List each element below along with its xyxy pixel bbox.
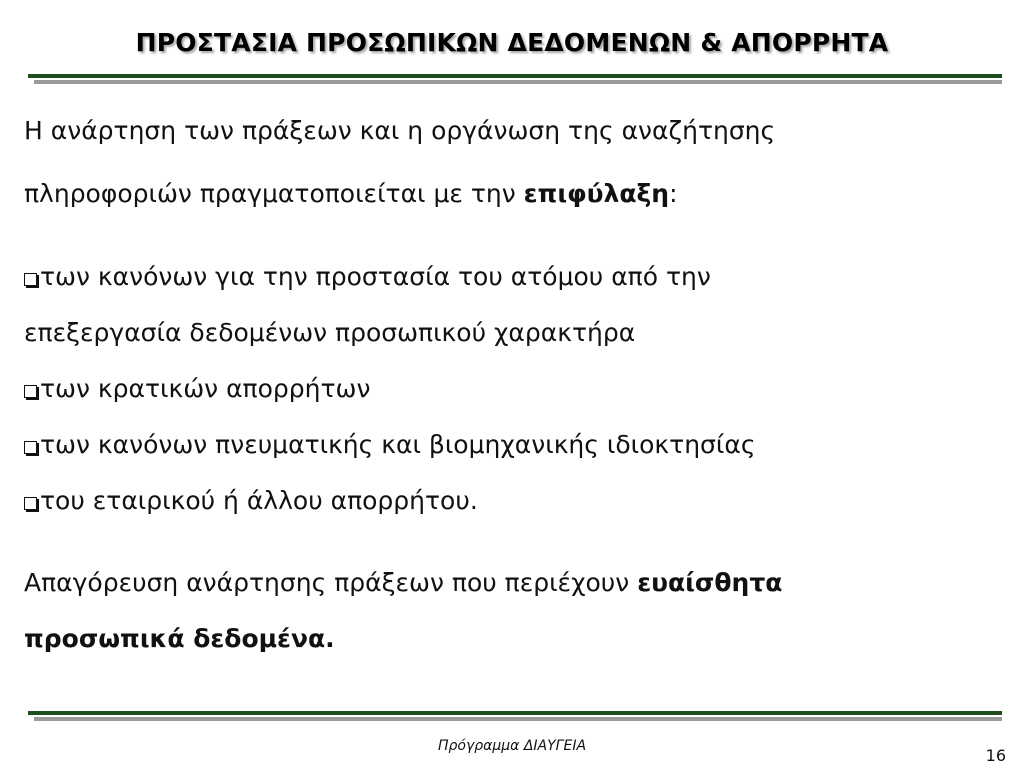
divider-gray-stripe	[34, 717, 1002, 721]
closing-line-1-text: Απαγόρευση ανάρτησης πράξεων που περιέχουν	[24, 568, 638, 597]
closing-line-1	[24, 568, 782, 598]
bullet-item-2	[24, 374, 370, 404]
title-divider	[28, 74, 1002, 84]
checkbox-bullet-icon	[24, 385, 37, 398]
intro-line-2-punct: :	[669, 179, 678, 208]
footer-divider	[28, 711, 1002, 721]
bullet-item-2-text: των κρατικών απορρήτων	[40, 374, 371, 403]
checkbox-bullet-icon	[24, 441, 37, 454]
bullet-item-4-text: του εταιρικού ή άλλου απορρήτου.	[40, 486, 478, 515]
closing-emphasis-1: ευαίσθητα	[637, 568, 783, 597]
bullet-item-1-continued: επεξεργασία δεδομένων προσωπικού χαρακτήρα	[24, 318, 636, 347]
divider-green-stripe	[28, 711, 1002, 715]
bullet-item-3	[24, 430, 756, 460]
closing-emphasis-2: προσωπικά δεδομένα.	[24, 624, 335, 653]
bullet-item-1	[24, 262, 711, 292]
checkbox-bullet-icon	[24, 273, 37, 286]
intro-line-2-text: πληροφοριών πραγματοποιείται με την	[24, 179, 524, 208]
intro-line-2	[24, 179, 678, 209]
divider-green-stripe	[28, 74, 1002, 78]
bullet-item-3-text: των κανόνων πνευματικής και βιομηχανικής ιδιοκτησίας	[40, 430, 756, 459]
slide-title: ΠΡΟΣΤΑΣΙΑ ΠΡΟΣΩΠΙΚΩΝ ΔΕΔΟΜΕΝΩΝ & ΑΠΟΡΡΗΤΑ	[135, 28, 889, 57]
bullet-item-4	[24, 486, 478, 516]
intro-line-1: Η ανάρτηση των πράξεων και η οργάνωση της αναζήτησης	[24, 116, 776, 145]
bullet-item-1-text: των κανόνων για την προστασία του ατόμου από την	[40, 262, 711, 291]
divider-gray-stripe	[34, 80, 1002, 84]
footer-program-name: Πρόγραμμα ΔΙΑΥΓΕΙΑ	[437, 738, 587, 754]
page-number: 16	[985, 746, 1006, 765]
closing-line-2	[24, 624, 335, 654]
checkbox-bullet-icon	[24, 497, 37, 510]
intro-emphasis: επιφύλαξη	[523, 179, 670, 208]
